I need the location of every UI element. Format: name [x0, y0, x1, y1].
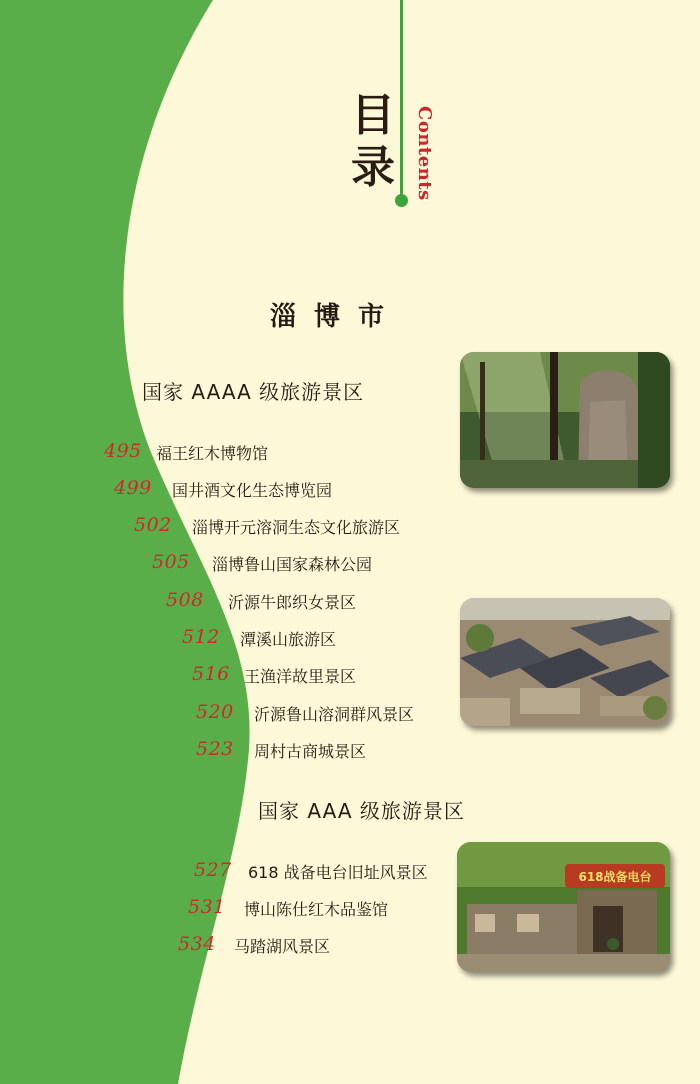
page-number: 531: [188, 896, 226, 918]
section-heading-aaaa: 国家 AAAA 级旅游景区: [142, 380, 365, 404]
photo-village-rooftops: [460, 598, 670, 726]
page-number: 495: [104, 440, 142, 462]
page-title: 目录: [351, 90, 395, 193]
page-number: 512: [182, 626, 220, 648]
entry-name: 淄博鲁山国家森林公园: [212, 555, 373, 574]
radio-station-sign: 618战备电台: [578, 870, 652, 884]
entry-name: 潭溪山旅游区: [240, 630, 337, 649]
entry-name: 沂源牛郎织女景区: [228, 593, 357, 612]
page-number: 527: [194, 859, 232, 881]
page-number: 505: [152, 551, 190, 573]
entry-name: 马踏湖风景区: [234, 937, 331, 956]
page-number: 523: [196, 738, 234, 760]
page-number: 499: [114, 477, 152, 499]
page-number: 534: [178, 933, 216, 955]
page-number: 520: [196, 701, 234, 723]
section-heading-aaa: 国家 AAA 级旅游景区: [258, 799, 465, 823]
photo-radio-station: [457, 842, 670, 972]
entry-name: 福王红木博物馆: [156, 444, 269, 463]
entry-name: 沂源鲁山溶洞群风景区: [254, 705, 415, 724]
page-title-english: Contents: [414, 106, 435, 201]
photo-forest-stone: [460, 352, 670, 488]
title-divider-line: [400, 0, 403, 198]
entry-name: 王渔洋故里景区: [244, 667, 357, 686]
page-number: 516: [192, 663, 230, 685]
entry-name: 博山陈仕红木品鉴馆: [244, 900, 389, 919]
entry-name: 618 战备电台旧址风景区: [248, 863, 428, 882]
page-number: 508: [166, 589, 204, 611]
title-divider-dot: [395, 194, 408, 207]
entry-name: 国井酒文化生态博览园: [172, 481, 333, 500]
entry-name: 周村古商城景区: [254, 742, 367, 761]
page-number: 502: [134, 514, 172, 536]
city-heading: 淄博市: [270, 302, 403, 332]
entry-name: 淄博开元溶洞生态文化旅游区: [192, 518, 401, 537]
